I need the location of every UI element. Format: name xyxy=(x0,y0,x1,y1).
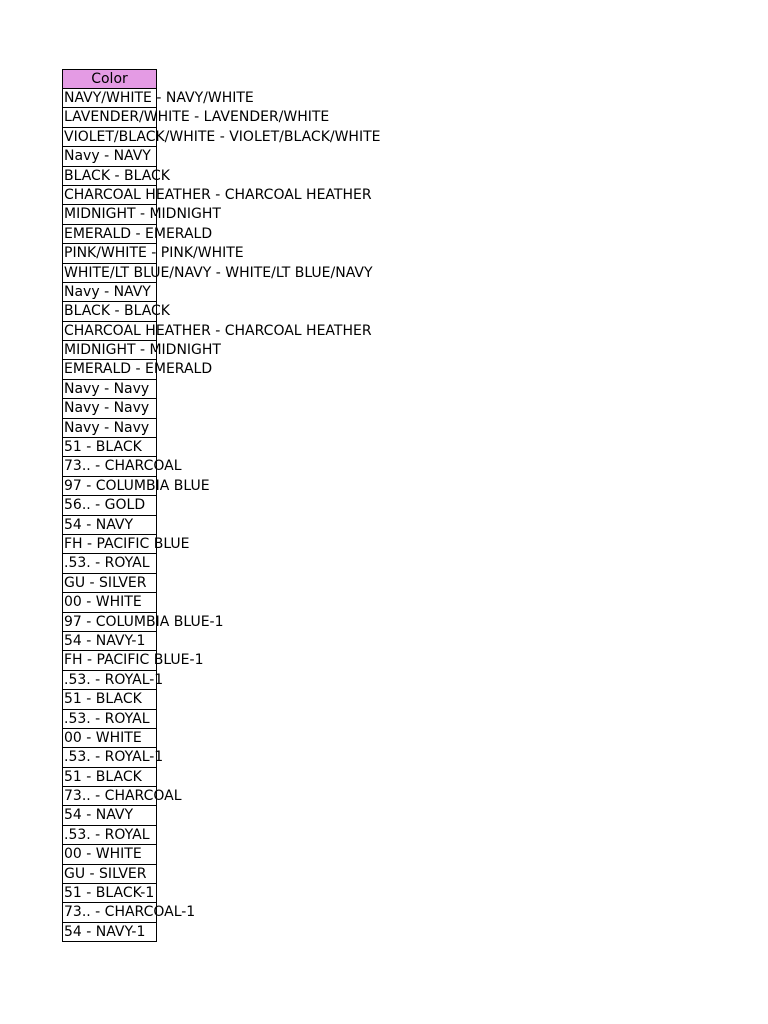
table-row[interactable] xyxy=(62,516,157,535)
table-row[interactable] xyxy=(62,554,157,573)
color-cell-text: GU - SILVER xyxy=(64,865,147,882)
color-cell-text: 97 - COLUMBIA BLUE-1 xyxy=(64,613,224,630)
table-row[interactable] xyxy=(62,651,204,670)
table-row[interactable] xyxy=(62,690,157,709)
color-column-header[interactable]: Color xyxy=(62,69,157,89)
table-row[interactable] xyxy=(62,903,196,922)
table-row[interactable] xyxy=(62,438,157,457)
table-row[interactable] xyxy=(62,302,170,321)
color-cell-text: 97 - COLUMBIA BLUE xyxy=(64,477,210,494)
color-cell-text: 54 - NAVY xyxy=(64,516,134,533)
table-row[interactable] xyxy=(62,613,224,632)
table-row[interactable] xyxy=(62,768,157,787)
table-row[interactable] xyxy=(62,477,210,496)
table-row[interactable] xyxy=(62,535,190,554)
table-row[interactable] xyxy=(62,264,373,283)
color-cell-text: EMERALD - EMERALD xyxy=(64,225,213,242)
color-cell-text: Navy - Navy xyxy=(64,400,150,417)
color-cell-text: MIDNIGHT - MIDNIGHT xyxy=(64,206,221,223)
color-cell-text: 73.. - CHARCOAL xyxy=(64,788,182,805)
color-cell-text: GU - SILVER xyxy=(64,574,147,591)
table-row[interactable] xyxy=(62,457,182,476)
table-row[interactable] xyxy=(62,574,157,593)
table-row[interactable] xyxy=(62,108,330,127)
table-row[interactable] xyxy=(62,341,221,360)
table-row[interactable] xyxy=(62,399,157,418)
table-row[interactable] xyxy=(62,671,164,690)
table-row[interactable] xyxy=(62,322,372,341)
color-cell-text: BLACK - BLACK xyxy=(64,167,170,184)
table-row[interactable] xyxy=(62,205,221,224)
color-rows xyxy=(62,89,381,942)
color-cell-text: .53. - ROYAL xyxy=(64,826,150,843)
table-row[interactable] xyxy=(62,496,157,515)
color-cell-text: 73.. - CHARCOAL xyxy=(64,458,182,475)
table-row[interactable] xyxy=(62,360,213,379)
color-cell-text: WHITE/LT BLUE/NAVY - WHITE/LT BLUE/NAVY xyxy=(64,264,373,281)
color-cell-text: 00 - WHITE xyxy=(64,729,142,746)
color-cell-text: VIOLET/BLACK/WHITE - VIOLET/BLACK/WHITE xyxy=(64,128,381,145)
table-row[interactable] xyxy=(62,380,157,399)
table-row[interactable] xyxy=(62,748,164,767)
table-row[interactable] xyxy=(62,128,381,147)
color-cell-text: MIDNIGHT - MIDNIGHT xyxy=(64,342,221,359)
table-row[interactable] xyxy=(62,419,157,438)
color-cell-text: 51 - BLACK xyxy=(64,691,142,708)
color-cell-text: EMERALD - EMERALD xyxy=(64,361,213,378)
table-row[interactable] xyxy=(62,225,213,244)
table-row[interactable] xyxy=(62,244,244,263)
color-cell-text: 00 - WHITE xyxy=(64,846,142,863)
color-cell-text: .53. - ROYAL xyxy=(64,710,150,727)
color-cell-text: Navy - Navy xyxy=(64,380,150,397)
color-cell-text: Navy - Navy xyxy=(64,419,150,436)
color-table xyxy=(62,69,381,942)
color-cell-text: 00 - WHITE xyxy=(64,594,142,611)
table-row[interactable] xyxy=(62,884,157,903)
color-cell-text: 51 - BLACK xyxy=(64,768,142,785)
table-row[interactable] xyxy=(62,806,157,825)
color-cell-text: 56.. - GOLD xyxy=(64,497,146,514)
table-row[interactable] xyxy=(62,147,157,166)
table-row[interactable] xyxy=(62,593,157,612)
color-cell-text: LAVENDER/WHITE - LAVENDER/WHITE xyxy=(64,109,330,126)
color-cell-text: .53. - ROYAL-1 xyxy=(64,671,164,688)
table-row[interactable] xyxy=(62,283,157,302)
color-cell-text: 54 - NAVY xyxy=(64,807,134,824)
color-cell-text: 54 - NAVY-1 xyxy=(64,632,146,649)
color-cell-text: BLACK - BLACK xyxy=(64,303,170,320)
table-row[interactable] xyxy=(62,865,157,884)
color-cell-text: 51 - BLACK-1 xyxy=(64,885,155,902)
color-cell-text: Navy - NAVY xyxy=(64,283,151,300)
color-cell-text: 51 - BLACK xyxy=(64,439,142,456)
table-row[interactable] xyxy=(62,729,157,748)
table-row[interactable] xyxy=(62,167,170,186)
table-row[interactable] xyxy=(62,186,372,205)
color-cell-text: .53. - ROYAL-1 xyxy=(64,749,164,766)
table-row[interactable] xyxy=(62,632,157,651)
table-row[interactable] xyxy=(62,923,157,942)
color-cell-text: Navy - NAVY xyxy=(64,148,151,165)
color-cell-text: .53. - ROYAL xyxy=(64,555,150,572)
table-row[interactable] xyxy=(62,89,254,108)
color-cell-text: FH - PACIFIC BLUE-1 xyxy=(64,652,204,669)
color-cell-text: 73.. - CHARCOAL-1 xyxy=(64,904,196,921)
color-cell-text: NAVY/WHITE - NAVY/WHITE xyxy=(64,90,254,106)
table-row[interactable] xyxy=(62,845,157,864)
table-row[interactable] xyxy=(62,787,182,806)
table-row[interactable] xyxy=(62,826,157,845)
color-cell-text: CHARCOAL HEATHER - CHARCOAL HEATHER xyxy=(64,186,372,203)
table-row[interactable] xyxy=(62,710,157,729)
color-cell-text: FH - PACIFIC BLUE xyxy=(64,535,190,552)
color-cell-text: CHARCOAL HEATHER - CHARCOAL HEATHER xyxy=(64,322,372,339)
color-cell-text: 54 - NAVY-1 xyxy=(64,923,146,940)
color-cell-text: PINK/WHITE - PINK/WHITE xyxy=(64,245,244,262)
